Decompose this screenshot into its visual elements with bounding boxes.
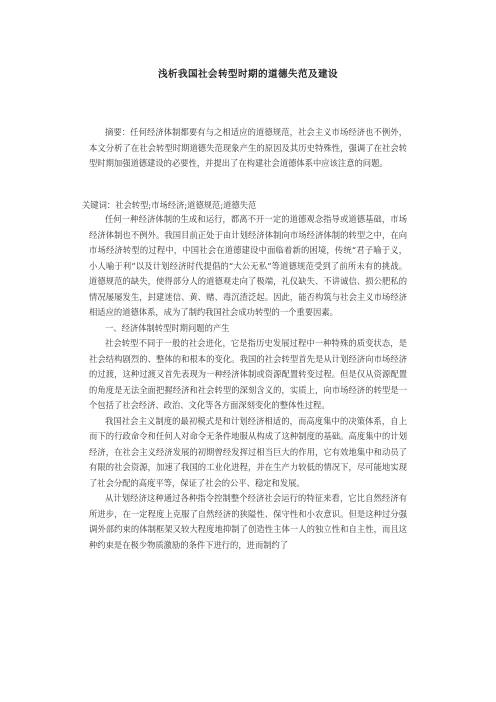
paragraph: 任何一种经济体制的生成和运行，都离不开一定的道德观念指导或道德基础，市场经济体制也不例外。我国目前正处于由计划经济体制向市场经济体制的转型之中，在向市场经济转型的过程中，中国社会在道德建设中面临着新的困境，传统“君子喻于义，小人喻于利”以及计划经济时代提倡的“大公无私”等道德规范受到了前所未有的挑战。道德规范的缺失，使得部分人的道德观走向了极端，礼仪缺失、不讲诚信、损公肥私的情况屡屡发生，封建迷信、黄、赌、毒沉渣泛起。因此，能否构筑与社会主义市场经济相适应的道德体系，成为了制约我国社会成功转型的一个重要因素。 [89, 214, 407, 317]
document-body [89, 212, 407, 553]
paragraph: 从计划经济这种通过各种指令控制整个经济社会运行的特征来看，它比自然经济有所进步，在一定程度上克服了自然经济的狭隘性、保守性和小农意识。但是这种过分强调外部约束的体制框架又较大程度地抑制了创造性主体一人的独立性和自主性，而且这种约束是在极少物质激励的条件下进行的，进而制约了 [89, 493, 407, 550]
section-heading: 一、经济体制转型时期问题的产生 [105, 322, 230, 333]
document-title: 浅析我国社会转型时期的道德失范及建设 [158, 69, 338, 80]
abstract: 摘要：任何经济体制都要有与之相适应的道德规范，社会主义市场经济也不例外，本文分析了在社会转型时期道德失范现象产生的原因及其历史特殊性，强调了在社会转型时期加强道德建设的必要性，并提出了在构建社会道德体系中应该注意的问题。 [89, 127, 407, 168]
keywords: 关键词：社会转型;市场经济;道德规范;道德失范 [82, 200, 257, 210]
paragraph: 我国社会主义制度的最初模式是和计划经济相适的，而高度集中的决策体系，自上而下的行政命令和任何人对命令无条件地服从构成了这种制度的基础。高度集中的计划经济，在社会主义经济发展的初期曾经发挥过相当巨大的作用，它有效地集中和动员了有限的社会资源，加速了我国的工业化进程，并在生产力较低的情况下，尽可能地实现了社会分配的高度平等，保证了社会的公平、稳定和发展。 [89, 415, 407, 488]
paragraph: 社会转型不同于一般的社会进化，它是指历史发展过程中一种特殊的质变状态，是社会结构剧烈的、整体的和根本的变化。我国的社会转型首先是从计划经济向市场经济的过渡，这种过渡又首先表现为一种经济体制或资源配置转变过程。但是仅从资源配置的角度是无法全面把握经济和社会转型的深刻含义的，实质上，向市场经济的转型是一个包括了社会经济、政治、文化等各方面深刻变化的整体性过程。 [89, 338, 407, 410]
